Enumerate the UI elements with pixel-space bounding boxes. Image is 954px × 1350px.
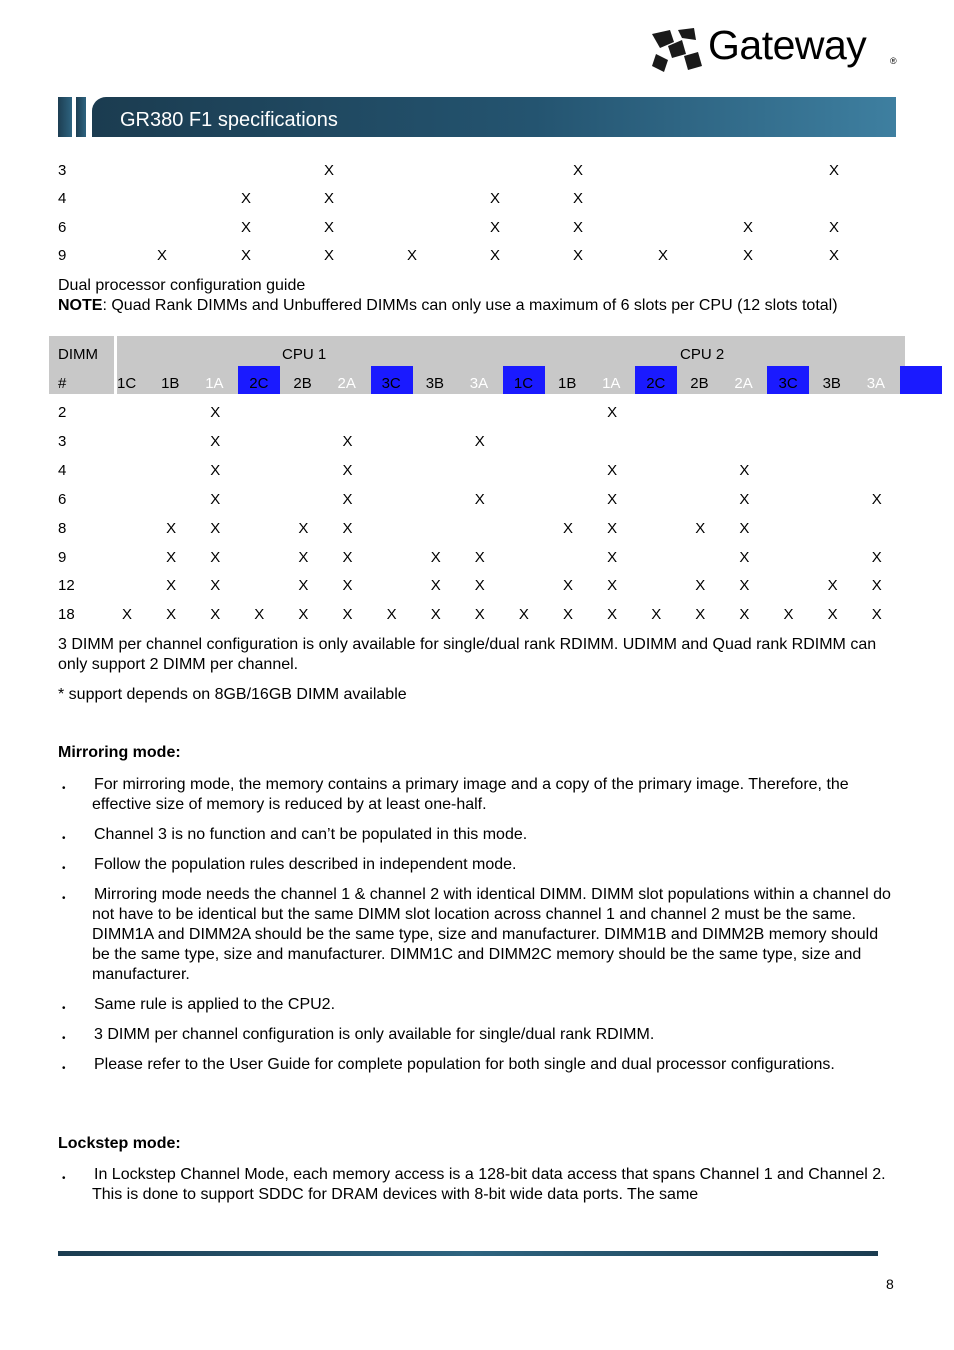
table-cell: X (743, 219, 754, 236)
list-item (58, 825, 898, 845)
list-item (58, 995, 898, 1015)
slot-header: 3C (778, 375, 798, 392)
banner-accent-bar (76, 97, 86, 137)
row-label: 8 (58, 520, 67, 537)
table-cell: X (342, 433, 353, 450)
bullet-icon: • (62, 1063, 66, 1074)
table-cell: X (210, 462, 221, 479)
gateway-logo (650, 24, 900, 76)
slot-header: 3B (425, 375, 445, 392)
slot-header: 1C (513, 375, 534, 392)
table-cell: X (607, 520, 618, 537)
slot-highlight (900, 366, 942, 394)
table-cell: X (607, 549, 618, 566)
table-cell: X (607, 491, 618, 508)
support-note: * support depends on 8GB/16GB DIMM available (58, 686, 407, 703)
table-row (49, 404, 905, 433)
three-dimm-note: 3 DIMM per channel configuration is only available for single/dual rank RDIMM. UDIMM and Quad rank RDIMM can only support 2 DIMM per channel. (58, 636, 877, 673)
table-cell: X (254, 606, 265, 623)
table-header-row (49, 336, 905, 366)
bullet-icon: • (62, 1003, 66, 1014)
bullet-icon: • (62, 1033, 66, 1044)
row-label: 2 (58, 404, 67, 421)
bullet-icon: • (62, 893, 66, 904)
table-cell: X (166, 549, 177, 566)
table-cell: X (430, 606, 441, 623)
bullet-icon: • (62, 1173, 66, 1184)
table-cell: X (241, 190, 252, 207)
table-cell: X (651, 606, 662, 623)
table-cell: X (607, 462, 618, 479)
table-cell: X (739, 577, 750, 594)
list-item (58, 1165, 898, 1205)
table-cell: X (210, 549, 221, 566)
table-cell: X (695, 606, 706, 623)
footer-rule (58, 1251, 878, 1256)
logo-registered-mark: ® (890, 56, 897, 66)
row-label: 18 (58, 606, 75, 623)
list-item-text: Follow the population rules described in independent mode. (94, 856, 517, 873)
table-row (49, 491, 905, 520)
section-banner (58, 97, 896, 137)
table-cell: X (827, 606, 838, 623)
table-cell: X (518, 606, 529, 623)
row-label: 4 (58, 462, 67, 479)
slot-header: 3B (822, 375, 841, 392)
slot-header: 2A (734, 375, 753, 392)
table-cell: X (607, 577, 618, 594)
table-cell: X (490, 219, 501, 236)
table-row (49, 433, 905, 462)
table-cell: X (210, 606, 221, 623)
header-cpu1: CPU 1 (282, 346, 327, 363)
table-cell: X (871, 549, 882, 566)
table-cell: X (739, 606, 750, 623)
table-cell: X (607, 606, 618, 623)
page-number: 8 (886, 1276, 894, 1292)
list-item-text: Same rule is applied to the CPU2. (94, 996, 336, 1013)
table-cell: X (827, 577, 838, 594)
table-cell: X (386, 606, 397, 623)
table-cell: X (210, 520, 221, 537)
slot-header: 1C (117, 375, 137, 392)
dual-guide-title: Dual processor configuration guide (58, 277, 306, 294)
table-cell: X (829, 162, 840, 179)
table-cell: X (342, 577, 353, 594)
table-cell: X (739, 549, 750, 566)
row-label: 9 (58, 247, 67, 264)
table-cell: X (166, 606, 177, 623)
slot-header: 1B (558, 375, 577, 392)
table-cell: X (871, 606, 882, 623)
table-cell: X (573, 219, 584, 236)
table-cell: X (695, 520, 706, 537)
row-label: 4 (58, 190, 67, 207)
table-cell: X (342, 549, 353, 566)
list-item-text: In Lockstep Channel Mode, each memory access is a 128-bit data access that spans Channel 1 and Channel 2. This is done to support SDDC for DRAM devices with 8-bit wide data ports. The same (92, 1166, 886, 1203)
table-cell: X (324, 219, 335, 236)
table-cell: X (829, 247, 840, 264)
table-cell: X (695, 577, 706, 594)
header-cpu2: CPU 2 (680, 346, 725, 363)
table-cell: X (157, 247, 168, 264)
table-cell: X (210, 404, 221, 421)
slot-header: 1B (161, 375, 180, 392)
table-cell: X (342, 520, 353, 537)
table-row (49, 520, 905, 549)
gateway-cow-icon (650, 26, 704, 74)
table-cell: X (743, 247, 754, 264)
table-cell: X (407, 247, 418, 264)
table-cell: X (573, 162, 584, 179)
table-cell: X (298, 549, 309, 566)
list-item (58, 1055, 898, 1095)
table-cell: X (871, 491, 882, 508)
table-cell: X (739, 520, 750, 537)
table-cell: X (324, 162, 335, 179)
table-cell: X (829, 219, 840, 236)
logo-wordmark: Gateway (708, 22, 867, 68)
table-cell: X (490, 190, 501, 207)
table-row (49, 549, 905, 578)
table-cell: X (573, 247, 584, 264)
page-title: GR380 F1 specifications (120, 109, 338, 131)
mirroring-heading: Mirroring mode: (58, 744, 181, 761)
table-cell: X (739, 462, 750, 479)
table-cell: X (474, 549, 485, 566)
note-label: NOTE (58, 297, 103, 314)
slot-header: 3A (866, 375, 886, 392)
slot-header: 1A (602, 375, 621, 392)
table-cell: X (324, 247, 335, 264)
slot-header: 2B (690, 375, 709, 392)
table-cell: X (430, 549, 441, 566)
header-dimm: DIMM (58, 346, 98, 363)
lockstep-heading: Lockstep mode: (58, 1135, 181, 1152)
list-item (58, 1025, 898, 1045)
table-cell: X (342, 491, 353, 508)
list-item-text: Please refer to the User Guide for complete population for both single and dual processor configurations. (94, 1056, 835, 1073)
table-cell: X (298, 520, 309, 537)
table-cell: X (342, 606, 353, 623)
list-item-text: For mirroring mode, the memory contains a primary image and a copy of the primary image. Therefore, the effective size of memory is reduced by at least one-half. (92, 776, 849, 813)
row-label: 6 (58, 491, 67, 508)
table-cell: X (166, 520, 177, 537)
table-cell: X (241, 219, 252, 236)
table-cell: X (298, 577, 309, 594)
slot-header: 2C (646, 375, 666, 392)
list-item (58, 885, 898, 985)
table-cell: X (607, 404, 618, 421)
table-cell: X (783, 606, 794, 623)
table-cell: X (474, 491, 485, 508)
row-label: 9 (58, 549, 67, 566)
note-text: : Quad Rank DIMMs and Unbuffered DIMMs can only use a maximum of 6 slots per CPU (12 slots total) (102, 297, 838, 314)
list-item-text: 3 DIMM per channel configuration is only available for single/dual rank RDIMM. (94, 1026, 655, 1043)
bullet-icon: • (62, 833, 66, 844)
row-label: 6 (58, 219, 67, 236)
slot-header: 3A (469, 375, 489, 392)
note-paragraph (58, 296, 898, 316)
table-cell: X (122, 606, 133, 623)
table-cell: X (166, 577, 177, 594)
list-item (58, 855, 898, 875)
table-cell: X (324, 190, 335, 207)
slot-header: 2C (249, 375, 269, 392)
table-cell: X (342, 462, 353, 479)
list-item-text: Channel 3 is no function and can’t be populated in this mode. (94, 826, 528, 843)
table-cell: X (474, 606, 485, 623)
table-cell: X (563, 520, 574, 537)
bullet-icon: • (62, 783, 66, 794)
list-item (58, 775, 898, 815)
table-row (49, 577, 905, 606)
table-cell: X (430, 577, 441, 594)
row-label: 3 (58, 433, 67, 450)
table-cell: X (490, 247, 501, 264)
table-cell: X (210, 433, 221, 450)
header-hash: # (58, 375, 67, 392)
table-cell: X (658, 247, 669, 264)
slot-header: 1A (205, 375, 224, 392)
table-cell: X (739, 491, 750, 508)
table-cell: X (871, 577, 882, 594)
bullet-icon: • (62, 863, 66, 874)
slot-header: 2A (337, 375, 356, 392)
table-cell: X (298, 606, 309, 623)
table-cell: X (563, 577, 574, 594)
row-label: 3 (58, 162, 67, 179)
table-cell: X (563, 606, 574, 623)
row-label: 12 (58, 577, 75, 594)
table-cell: X (474, 433, 485, 450)
table-cell: X (210, 491, 221, 508)
table-cell: X (573, 190, 584, 207)
table-cell: X (241, 247, 252, 264)
list-item-text: Mirroring mode needs the channel 1 & channel 2 with identical DIMM. DIMM slot populations within a channel do not have to be identical but the same DIMM slot location across channel 1 and channel 2 must be the same. DIMM1A and DIMM2A should be the same type, size and manufacturer. DIMM1B and DIMM2B memory should be the same type, size and manufacturer. DIMM1C and DIMM2C memory should be the same type, size and manufacturer. (92, 886, 891, 983)
table-row (49, 606, 905, 635)
table-cell: X (474, 577, 485, 594)
table-cell: X (210, 577, 221, 594)
table-row (49, 462, 905, 491)
slot-header: 2B (293, 375, 312, 392)
slot-header: 3C (381, 375, 401, 392)
banner-accent-bar (58, 97, 72, 137)
